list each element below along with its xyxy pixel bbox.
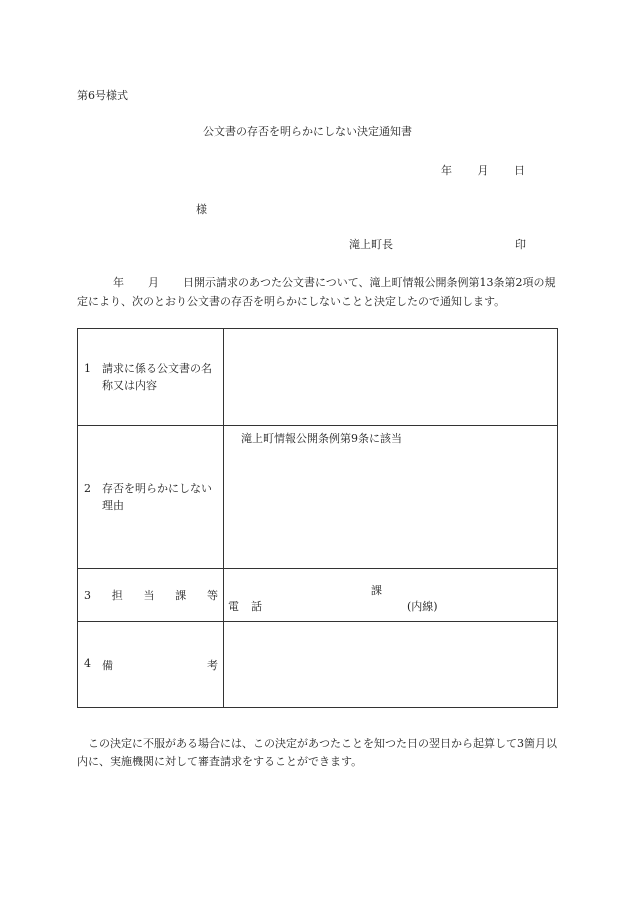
row3-char-1: 担 xyxy=(111,589,123,602)
row1-label-cell xyxy=(78,329,224,426)
table-row-document-name xyxy=(78,329,558,426)
row1-number: 1 xyxy=(84,362,91,375)
table-row-department xyxy=(78,569,558,622)
row1-value-cell xyxy=(224,329,558,426)
form-number: 第6号様式 xyxy=(77,89,128,102)
body-year-label: 年 xyxy=(113,276,124,289)
date-year-label: 年 xyxy=(441,164,452,177)
row3-char-3: 課 xyxy=(175,589,187,602)
row1-label: 請求に係る公文書の名称又は内容 xyxy=(102,362,212,392)
issue-date xyxy=(419,162,525,178)
row4-number: 4 xyxy=(84,656,91,670)
document-title: 公文書の存否を明らかにしない決定通知書 xyxy=(203,125,412,138)
issuer-name: 滝上町長 xyxy=(349,238,393,251)
row3-value-cell xyxy=(224,569,558,622)
body-text: 日開示請求のあつた公文書について、滝上町情報公開条例第13条第2項の規定により、次のとおり公文書の存否を明らかにしないことと決定したので通知します。 xyxy=(77,276,556,308)
date-month-label: 月 xyxy=(477,164,489,177)
appeal-notice: この決定に不服がある場合には、この決定があつたことを知つた日の翌日から起算して3箇月以内に、実施機関に対して審査請求をすることができます。 xyxy=(77,737,557,768)
row2-label: 存否を明らかにしない理由 xyxy=(102,482,212,512)
row4-value-cell xyxy=(224,622,558,708)
row2-label-cell xyxy=(78,426,224,569)
row4-char-1: 備 xyxy=(102,658,113,672)
phone-char-1: 電 xyxy=(228,600,239,613)
phone-char-2: 話 xyxy=(251,600,262,613)
addressee-suffix: 様 xyxy=(196,203,207,216)
row4-label-cell xyxy=(78,622,224,708)
phone-label xyxy=(228,598,262,614)
row2-number: 2 xyxy=(84,482,91,495)
row3-label-cell xyxy=(78,569,224,622)
notice-table xyxy=(77,328,558,708)
notice-body xyxy=(77,273,557,311)
table-row-reason xyxy=(78,426,558,569)
row2-value-cell xyxy=(224,426,558,569)
row3-number: 3 xyxy=(84,588,91,602)
reason-text: 滝上町情報公開条例第9条に該当 xyxy=(241,432,402,445)
row3-char-2: 当 xyxy=(143,589,155,602)
row3-char-4: 等 xyxy=(207,589,218,602)
body-month-label: 月 xyxy=(148,276,159,289)
date-day-label: 日 xyxy=(514,164,525,177)
seal-mark: 印 xyxy=(515,238,526,251)
table-row-remarks xyxy=(78,622,558,708)
department-suffix: 課 xyxy=(371,584,382,597)
row4-char-2: 考 xyxy=(207,658,218,672)
extension-label: (内線) xyxy=(407,600,438,613)
